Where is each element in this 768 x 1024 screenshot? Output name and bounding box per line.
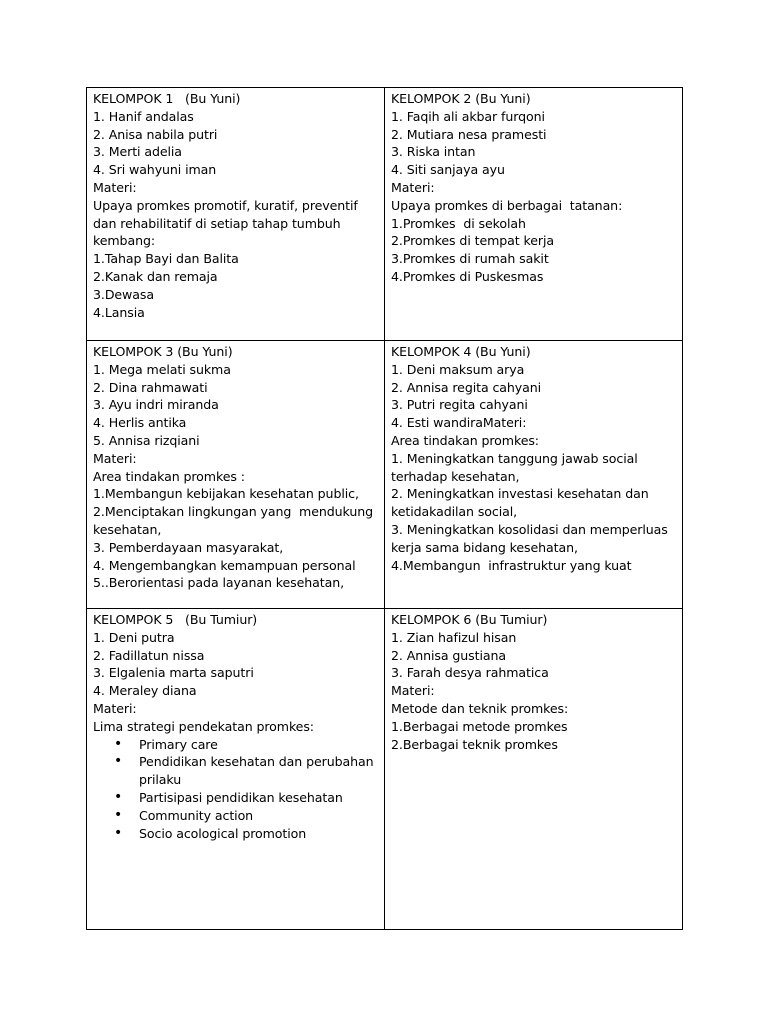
table-row	[87, 88, 683, 341]
list-item: 5. Annisa rizqiani	[93, 432, 200, 448]
list-item: 1. Meningkatkan tanggung jawab social terhadap kesehatan,	[391, 450, 642, 484]
group-title: KELOMPOK 5 (Bu Tumiur)	[93, 612, 258, 627]
table-row	[87, 341, 683, 609]
list-item: 2. Mutiara nesa pramesti	[391, 126, 547, 142]
group-cell-1	[87, 88, 385, 341]
strategy-bullet-list	[93, 736, 378, 843]
list-item: 1. Deni putra	[93, 629, 175, 645]
list-item: 1. Mega melati sukma	[93, 361, 231, 377]
list-item: 2.Berbagai teknik promkes	[391, 736, 558, 752]
list-item: 3.Dewasa	[93, 286, 154, 302]
list-item: 4. Mengembangkan kemampuan personal	[93, 557, 356, 573]
list-item: 4.Membangun infrastruktur yang kuat	[391, 557, 632, 573]
list-item: 3. Meningkatkan kosolidasi dan memperluas kerja sama bidang kesehatan,	[391, 521, 672, 555]
list-item: 4. Sri wahyuni iman	[93, 162, 217, 178]
list-item: 2. Annisa gustiana	[391, 647, 506, 663]
group-title: KELOMPOK 3 (Bu Yuni)	[93, 344, 233, 359]
bullet-item: • Partisipasi pendidikan kesehatan	[139, 789, 378, 807]
list-item: 1. Deni maksum arya	[391, 361, 525, 377]
bullet-item: • Pendidikan kesehatan dan perubahan prilaku	[139, 753, 378, 789]
list-item: 2. Annisa regita cahyani	[391, 379, 542, 395]
list-item: Materi:	[93, 700, 137, 716]
group-title: KELOMPOK 6 (Bu Tumiur)	[391, 612, 548, 627]
list-item: 1.Membangun kebijakan kesehatan public,	[93, 486, 359, 502]
list-item: 1.Promkes di sekolah	[391, 215, 526, 231]
list-item: Lima strategi pendekatan promkes:	[93, 718, 314, 734]
list-item: 4. Meraley diana	[93, 683, 197, 699]
list-item: Materi:	[93, 179, 137, 195]
list-item: 2. Dina rahmawati	[93, 379, 208, 395]
list-item: 3. Merti adelia	[93, 144, 182, 160]
bullet-item: • Socio acological promotion	[139, 825, 378, 843]
group-cell-3	[87, 341, 385, 609]
list-item: 1. Faqih ali akbar furqoni	[391, 108, 545, 124]
table-row	[87, 609, 683, 930]
group-title: KELOMPOK 2 (Bu Yuni)	[391, 91, 531, 106]
list-item: 3. Elgalenia marta saputri	[93, 665, 254, 681]
bullet-item: • Community action	[139, 807, 378, 825]
list-item: 1. Zian hafizul hisan	[391, 629, 517, 645]
list-item: 2. Fadillatun nissa	[93, 647, 205, 663]
list-item: Metode dan teknik promkes:	[391, 700, 569, 716]
group-title: KELOMPOK 1 (Bu Yuni)	[93, 91, 241, 106]
list-item: 2.Menciptakan lingkungan yang mendukung kesehatan,	[93, 504, 377, 537]
group-table	[86, 87, 683, 930]
list-item: 3.Promkes di rumah sakit	[391, 251, 549, 267]
list-item: 2.Promkes di tempat kerja	[391, 233, 555, 249]
list-item: 1. Hanif andalas	[93, 108, 194, 124]
bullet-item: • Primary care	[139, 736, 378, 754]
list-item: 4. Siti sanjaya ayu	[391, 162, 505, 178]
list-item: Area tindakan promkes :	[93, 468, 245, 484]
list-item: 2. Meningkatkan investasi kesehatan dan ketidakadilan social,	[391, 486, 653, 520]
list-item: 3. Pemberdayaan masyarakat,	[93, 539, 284, 555]
list-item: Area tindakan promkes:	[391, 432, 539, 448]
list-item: Upaya promkes promotif, kuratif, preventif dan rehabilitatif di setiap tahap tumbuh kembang:	[93, 197, 362, 249]
list-item: Upaya promkes di berbagai tatanan:	[391, 197, 623, 213]
group-cell-6	[385, 609, 683, 930]
list-item: 5..Berorientasi pada layanan kesehatan,	[93, 575, 344, 591]
list-item: 1.Berbagai metode promkes	[391, 718, 568, 734]
list-item: 1.Tahap Bayi dan Balita	[93, 251, 239, 267]
list-item: Materi:	[93, 450, 137, 466]
list-item: 4.Lansia	[93, 304, 145, 320]
list-item: 2.Kanak dan remaja	[93, 268, 218, 284]
group-cell-2	[385, 88, 683, 341]
list-item: 4. Herlis antika	[93, 415, 187, 431]
list-item: 3. Farah desya rahmatica	[391, 665, 549, 681]
list-item: 3. Riska intan	[391, 144, 476, 160]
list-item: Materi:	[391, 683, 435, 699]
list-item: 3. Putri regita cahyani	[391, 397, 528, 413]
list-item: 4. Esti wandiraMateri:	[391, 415, 527, 431]
group-cell-5	[87, 609, 385, 930]
list-item: 3. Ayu indri miranda	[93, 397, 219, 413]
list-item: Materi:	[391, 179, 435, 195]
list-item: 2. Anisa nabila putri	[93, 126, 218, 142]
group-title: KELOMPOK 4 (Bu Yuni)	[391, 344, 531, 359]
list-item: 4.Promkes di Puskesmas	[391, 268, 544, 284]
group-cell-4	[385, 341, 683, 609]
